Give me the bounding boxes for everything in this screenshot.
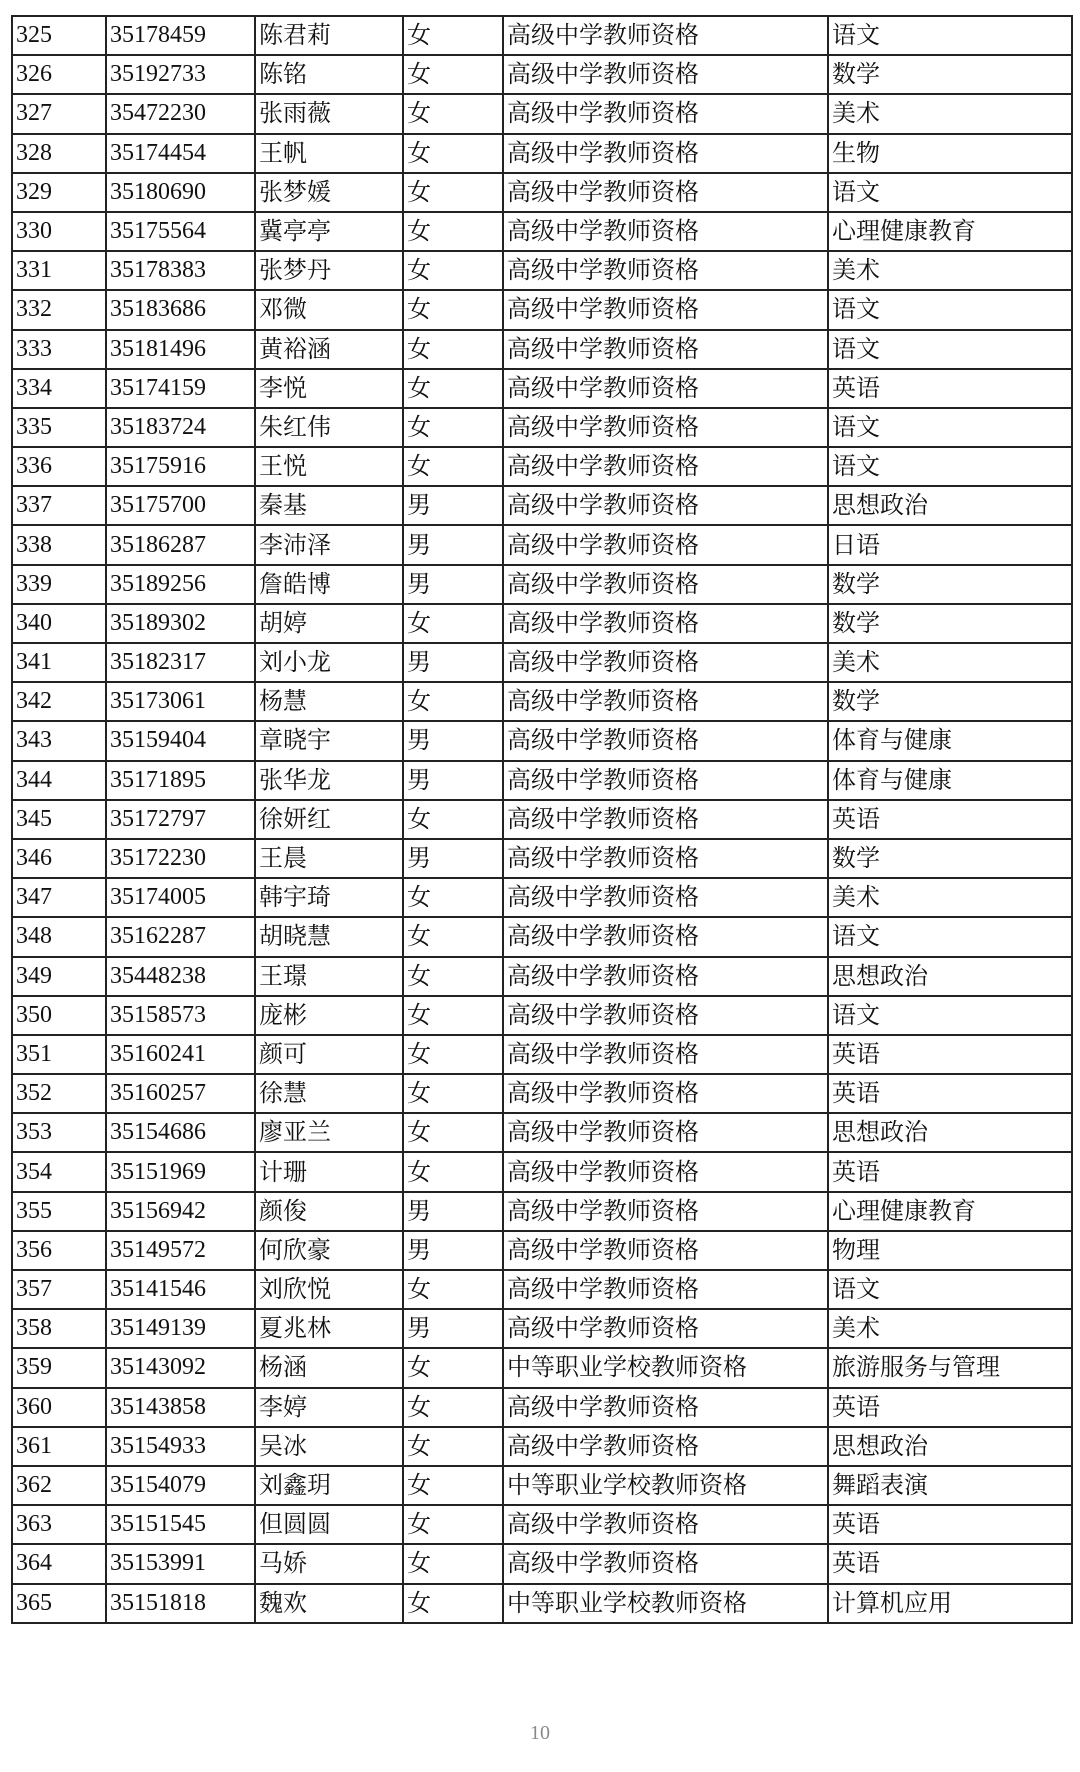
table-row bbox=[12, 721, 1072, 760]
exam-id-cell: 35162287 bbox=[106, 917, 255, 956]
subject-cell: 计算机应用 bbox=[828, 1584, 1072, 1623]
subject-cell: 语文 bbox=[828, 917, 1072, 956]
exam-id-cell: 35151818 bbox=[106, 1584, 255, 1623]
subject-cell: 英语 bbox=[828, 1544, 1072, 1583]
gender-cell: 男 bbox=[403, 565, 503, 604]
subject-cell: 旅游服务与管理 bbox=[828, 1348, 1072, 1387]
subject-cell: 思想政治 bbox=[828, 1113, 1072, 1152]
exam-id-cell: 35158573 bbox=[106, 996, 255, 1035]
name-cell: 夏兆林 bbox=[255, 1309, 403, 1348]
name-cell: 杨涵 bbox=[255, 1348, 403, 1387]
subject-cell: 英语 bbox=[828, 1074, 1072, 1113]
certificate-type-cell: 高级中学教师资格 bbox=[503, 721, 828, 760]
certificate-type-cell: 高级中学教师资格 bbox=[503, 643, 828, 682]
table-row bbox=[12, 917, 1072, 956]
subject-cell: 英语 bbox=[828, 1035, 1072, 1074]
subject-cell: 美术 bbox=[828, 1309, 1072, 1348]
certificate-type-cell: 高级中学教师资格 bbox=[503, 1505, 828, 1544]
gender-cell: 女 bbox=[403, 604, 503, 643]
name-cell: 刘欣悦 bbox=[255, 1270, 403, 1309]
exam-id-cell: 35151545 bbox=[106, 1505, 255, 1544]
table-row bbox=[12, 134, 1072, 173]
exam-id-cell: 35178459 bbox=[106, 16, 255, 55]
table-row bbox=[12, 408, 1072, 447]
name-cell: 计珊 bbox=[255, 1152, 403, 1191]
sequence-number-cell: 355 bbox=[12, 1192, 106, 1231]
table-row bbox=[12, 604, 1072, 643]
gender-cell: 女 bbox=[403, 682, 503, 721]
gender-cell: 男 bbox=[403, 643, 503, 682]
gender-cell: 女 bbox=[403, 173, 503, 212]
sequence-number-cell: 332 bbox=[12, 290, 106, 329]
name-cell: 胡晓慧 bbox=[255, 917, 403, 956]
gender-cell: 女 bbox=[403, 996, 503, 1035]
name-cell: 徐妍红 bbox=[255, 800, 403, 839]
exam-id-cell: 35181496 bbox=[106, 330, 255, 369]
certificate-type-cell: 高级中学教师资格 bbox=[503, 878, 828, 917]
certificate-type-cell: 高级中学教师资格 bbox=[503, 1152, 828, 1191]
sequence-number-cell: 350 bbox=[12, 996, 106, 1035]
table-row bbox=[12, 839, 1072, 878]
exam-id-cell: 35173061 bbox=[106, 682, 255, 721]
sequence-number-cell: 362 bbox=[12, 1466, 106, 1505]
name-cell: 陈君莉 bbox=[255, 16, 403, 55]
table-row bbox=[12, 1270, 1072, 1309]
name-cell: 张华龙 bbox=[255, 761, 403, 800]
exam-id-cell: 35160241 bbox=[106, 1035, 255, 1074]
name-cell: 但圆圆 bbox=[255, 1505, 403, 1544]
gender-cell: 女 bbox=[403, 1466, 503, 1505]
exam-id-cell: 35141546 bbox=[106, 1270, 255, 1309]
certificate-type-cell: 高级中学教师资格 bbox=[503, 800, 828, 839]
subject-cell: 思想政治 bbox=[828, 957, 1072, 996]
name-cell: 徐慧 bbox=[255, 1074, 403, 1113]
table-row bbox=[12, 55, 1072, 94]
name-cell: 王璟 bbox=[255, 957, 403, 996]
certificate-type-cell: 高级中学教师资格 bbox=[503, 251, 828, 290]
gender-cell: 女 bbox=[403, 251, 503, 290]
certificate-type-cell: 高级中学教师资格 bbox=[503, 957, 828, 996]
sequence-number-cell: 337 bbox=[12, 486, 106, 525]
sequence-number-cell: 364 bbox=[12, 1544, 106, 1583]
sequence-number-cell: 347 bbox=[12, 878, 106, 917]
exam-id-cell: 35183686 bbox=[106, 290, 255, 329]
table-row bbox=[12, 682, 1072, 721]
sequence-number-cell: 343 bbox=[12, 721, 106, 760]
table-row bbox=[12, 996, 1072, 1035]
exam-id-cell: 35154079 bbox=[106, 1466, 255, 1505]
name-cell: 颜可 bbox=[255, 1035, 403, 1074]
sequence-number-cell: 351 bbox=[12, 1035, 106, 1074]
sequence-number-cell: 329 bbox=[12, 173, 106, 212]
sequence-number-cell: 352 bbox=[12, 1074, 106, 1113]
gender-cell: 女 bbox=[403, 369, 503, 408]
certificate-type-cell: 高级中学教师资格 bbox=[503, 604, 828, 643]
certificate-type-cell: 高级中学教师资格 bbox=[503, 55, 828, 94]
subject-cell: 数学 bbox=[828, 682, 1072, 721]
gender-cell: 女 bbox=[403, 212, 503, 251]
exam-id-cell: 35175916 bbox=[106, 447, 255, 486]
sequence-number-cell: 331 bbox=[12, 251, 106, 290]
name-cell: 何欣豪 bbox=[255, 1231, 403, 1270]
exam-id-cell: 35174454 bbox=[106, 134, 255, 173]
gender-cell: 女 bbox=[403, 1035, 503, 1074]
subject-cell: 思想政治 bbox=[828, 1427, 1072, 1466]
gender-cell: 男 bbox=[403, 839, 503, 878]
certificate-type-cell: 高级中学教师资格 bbox=[503, 1192, 828, 1231]
name-cell: 张梦媛 bbox=[255, 173, 403, 212]
sequence-number-cell: 340 bbox=[12, 604, 106, 643]
gender-cell: 女 bbox=[403, 1388, 503, 1427]
table-row bbox=[12, 800, 1072, 839]
name-cell: 黄裕涵 bbox=[255, 330, 403, 369]
name-cell: 李沛泽 bbox=[255, 525, 403, 564]
exam-id-cell: 35189256 bbox=[106, 565, 255, 604]
gender-cell: 女 bbox=[403, 1074, 503, 1113]
table-row bbox=[12, 1466, 1072, 1505]
name-cell: 李婷 bbox=[255, 1388, 403, 1427]
exam-id-cell: 35151969 bbox=[106, 1152, 255, 1191]
subject-cell: 语文 bbox=[828, 16, 1072, 55]
sequence-number-cell: 338 bbox=[12, 525, 106, 564]
gender-cell: 女 bbox=[403, 1584, 503, 1623]
table-row bbox=[12, 1388, 1072, 1427]
table-row bbox=[12, 447, 1072, 486]
sequence-number-cell: 341 bbox=[12, 643, 106, 682]
subject-cell: 生物 bbox=[828, 134, 1072, 173]
subject-cell: 数学 bbox=[828, 55, 1072, 94]
gender-cell: 女 bbox=[403, 94, 503, 133]
certificate-type-cell: 高级中学教师资格 bbox=[503, 212, 828, 251]
certificate-type-cell: 高级中学教师资格 bbox=[503, 682, 828, 721]
table-row bbox=[12, 643, 1072, 682]
sequence-number-cell: 363 bbox=[12, 1505, 106, 1544]
name-cell: 王晨 bbox=[255, 839, 403, 878]
certificate-type-cell: 高级中学教师资格 bbox=[503, 1074, 828, 1113]
certificate-type-cell: 高级中学教师资格 bbox=[503, 16, 828, 55]
exam-id-cell: 35180690 bbox=[106, 173, 255, 212]
exam-id-cell: 35172230 bbox=[106, 839, 255, 878]
certificate-type-cell: 高级中学教师资格 bbox=[503, 290, 828, 329]
certificate-type-cell: 高级中学教师资格 bbox=[503, 839, 828, 878]
exam-id-cell: 35472230 bbox=[106, 94, 255, 133]
certificate-type-cell: 高级中学教师资格 bbox=[503, 565, 828, 604]
sequence-number-cell: 336 bbox=[12, 447, 106, 486]
gender-cell: 女 bbox=[403, 1544, 503, 1583]
name-cell: 詹皓博 bbox=[255, 565, 403, 604]
sequence-number-cell: 357 bbox=[12, 1270, 106, 1309]
exam-id-cell: 35192733 bbox=[106, 55, 255, 94]
table-row bbox=[12, 1074, 1072, 1113]
sequence-number-cell: 349 bbox=[12, 957, 106, 996]
table-row bbox=[12, 330, 1072, 369]
certificate-type-cell: 中等职业学校教师资格 bbox=[503, 1466, 828, 1505]
sequence-number-cell: 360 bbox=[12, 1388, 106, 1427]
name-cell: 刘小龙 bbox=[255, 643, 403, 682]
subject-cell: 美术 bbox=[828, 878, 1072, 917]
table-row bbox=[12, 1584, 1072, 1623]
exam-id-cell: 35149572 bbox=[106, 1231, 255, 1270]
certificate-type-cell: 高级中学教师资格 bbox=[503, 447, 828, 486]
exam-id-cell: 35183724 bbox=[106, 408, 255, 447]
certificate-type-cell: 高级中学教师资格 bbox=[503, 94, 828, 133]
table-row bbox=[12, 878, 1072, 917]
subject-cell: 日语 bbox=[828, 525, 1072, 564]
subject-cell: 英语 bbox=[828, 1505, 1072, 1544]
sequence-number-cell: 356 bbox=[12, 1231, 106, 1270]
sequence-number-cell: 354 bbox=[12, 1152, 106, 1191]
sequence-number-cell: 359 bbox=[12, 1348, 106, 1387]
subject-cell: 语文 bbox=[828, 447, 1072, 486]
table-row bbox=[12, 1192, 1072, 1231]
exam-id-cell: 35154686 bbox=[106, 1113, 255, 1152]
sequence-number-cell: 344 bbox=[12, 761, 106, 800]
exam-id-cell: 35174159 bbox=[106, 369, 255, 408]
certificate-type-cell: 高级中学教师资格 bbox=[503, 1544, 828, 1583]
subject-cell: 美术 bbox=[828, 251, 1072, 290]
certificate-type-cell: 高级中学教师资格 bbox=[503, 1035, 828, 1074]
exam-id-cell: 35171895 bbox=[106, 761, 255, 800]
subject-cell: 数学 bbox=[828, 839, 1072, 878]
table-row bbox=[12, 173, 1072, 212]
gender-cell: 女 bbox=[403, 290, 503, 329]
name-cell: 马娇 bbox=[255, 1544, 403, 1583]
sequence-number-cell: 346 bbox=[12, 839, 106, 878]
subject-cell: 语文 bbox=[828, 173, 1072, 212]
certificate-type-cell: 高级中学教师资格 bbox=[503, 1231, 828, 1270]
certificate-type-cell: 高级中学教师资格 bbox=[503, 1113, 828, 1152]
subject-cell: 语文 bbox=[828, 1270, 1072, 1309]
table-row bbox=[12, 1505, 1072, 1544]
table-row bbox=[12, 486, 1072, 525]
subject-cell: 语文 bbox=[828, 290, 1072, 329]
subject-cell: 美术 bbox=[828, 94, 1072, 133]
sequence-number-cell: 345 bbox=[12, 800, 106, 839]
gender-cell: 女 bbox=[403, 55, 503, 94]
table-row bbox=[12, 1231, 1072, 1270]
sequence-number-cell: 325 bbox=[12, 16, 106, 55]
subject-cell: 体育与健康 bbox=[828, 721, 1072, 760]
gender-cell: 女 bbox=[403, 16, 503, 55]
name-cell: 韩宇琦 bbox=[255, 878, 403, 917]
exam-id-cell: 35448238 bbox=[106, 957, 255, 996]
table-row bbox=[12, 957, 1072, 996]
name-cell: 王帆 bbox=[255, 134, 403, 173]
gender-cell: 男 bbox=[403, 721, 503, 760]
certificate-type-cell: 高级中学教师资格 bbox=[503, 996, 828, 1035]
gender-cell: 女 bbox=[403, 800, 503, 839]
exam-id-cell: 35174005 bbox=[106, 878, 255, 917]
sequence-number-cell: 334 bbox=[12, 369, 106, 408]
gender-cell: 女 bbox=[403, 447, 503, 486]
exam-id-cell: 35186287 bbox=[106, 525, 255, 564]
subject-cell: 物理 bbox=[828, 1231, 1072, 1270]
sequence-number-cell: 353 bbox=[12, 1113, 106, 1152]
table-row bbox=[12, 1348, 1072, 1387]
gender-cell: 男 bbox=[403, 1192, 503, 1231]
table-row bbox=[12, 212, 1072, 251]
sequence-number-cell: 335 bbox=[12, 408, 106, 447]
name-cell: 廖亚兰 bbox=[255, 1113, 403, 1152]
certificate-type-cell: 高级中学教师资格 bbox=[503, 917, 828, 956]
subject-cell: 英语 bbox=[828, 369, 1072, 408]
subject-cell: 语文 bbox=[828, 996, 1072, 1035]
certificate-type-cell: 高级中学教师资格 bbox=[503, 1427, 828, 1466]
table-row bbox=[12, 525, 1072, 564]
gender-cell: 女 bbox=[403, 1152, 503, 1191]
table-row bbox=[12, 369, 1072, 408]
table-row bbox=[12, 1035, 1072, 1074]
name-cell: 杨慧 bbox=[255, 682, 403, 721]
subject-cell: 数学 bbox=[828, 604, 1072, 643]
subject-cell: 英语 bbox=[828, 800, 1072, 839]
certificate-type-cell: 高级中学教师资格 bbox=[503, 1388, 828, 1427]
sequence-number-cell: 339 bbox=[12, 565, 106, 604]
gender-cell: 女 bbox=[403, 1113, 503, 1152]
sequence-number-cell: 326 bbox=[12, 55, 106, 94]
name-cell: 刘鑫玥 bbox=[255, 1466, 403, 1505]
table-row bbox=[12, 1544, 1072, 1583]
gender-cell: 女 bbox=[403, 408, 503, 447]
certificate-type-cell: 中等职业学校教师资格 bbox=[503, 1348, 828, 1387]
sequence-number-cell: 358 bbox=[12, 1309, 106, 1348]
table-row bbox=[12, 1427, 1072, 1466]
subject-cell: 体育与健康 bbox=[828, 761, 1072, 800]
name-cell: 章晓宇 bbox=[255, 721, 403, 760]
exam-id-cell: 35159404 bbox=[106, 721, 255, 760]
subject-cell: 思想政治 bbox=[828, 486, 1072, 525]
name-cell: 陈铭 bbox=[255, 55, 403, 94]
exam-id-cell: 35172797 bbox=[106, 800, 255, 839]
roster-table bbox=[11, 15, 1073, 1624]
exam-id-cell: 35143858 bbox=[106, 1388, 255, 1427]
gender-cell: 男 bbox=[403, 525, 503, 564]
exam-id-cell: 35160257 bbox=[106, 1074, 255, 1113]
subject-cell: 数学 bbox=[828, 565, 1072, 604]
certificate-type-cell: 高级中学教师资格 bbox=[503, 134, 828, 173]
gender-cell: 女 bbox=[403, 917, 503, 956]
exam-id-cell: 35182317 bbox=[106, 643, 255, 682]
name-cell: 胡婷 bbox=[255, 604, 403, 643]
exam-id-cell: 35149139 bbox=[106, 1309, 255, 1348]
certificate-type-cell: 高级中学教师资格 bbox=[503, 330, 828, 369]
page-number: 10 bbox=[530, 1722, 550, 1744]
subject-cell: 英语 bbox=[828, 1388, 1072, 1427]
gender-cell: 女 bbox=[403, 330, 503, 369]
subject-cell: 心理健康教育 bbox=[828, 212, 1072, 251]
name-cell: 秦基 bbox=[255, 486, 403, 525]
sequence-number-cell: 327 bbox=[12, 94, 106, 133]
table-row bbox=[12, 1152, 1072, 1191]
certificate-type-cell: 中等职业学校教师资格 bbox=[503, 1584, 828, 1623]
name-cell: 李悦 bbox=[255, 369, 403, 408]
exam-id-cell: 35178383 bbox=[106, 251, 255, 290]
subject-cell: 舞蹈表演 bbox=[828, 1466, 1072, 1505]
sequence-number-cell: 333 bbox=[12, 330, 106, 369]
exam-id-cell: 35153991 bbox=[106, 1544, 255, 1583]
table-row bbox=[12, 565, 1072, 604]
table-row bbox=[12, 94, 1072, 133]
gender-cell: 女 bbox=[403, 1427, 503, 1466]
table-row bbox=[12, 1113, 1072, 1152]
name-cell: 朱红伟 bbox=[255, 408, 403, 447]
gender-cell: 男 bbox=[403, 761, 503, 800]
subject-cell: 语文 bbox=[828, 330, 1072, 369]
sequence-number-cell: 330 bbox=[12, 212, 106, 251]
name-cell: 吴冰 bbox=[255, 1427, 403, 1466]
certificate-type-cell: 高级中学教师资格 bbox=[503, 173, 828, 212]
exam-id-cell: 35143092 bbox=[106, 1348, 255, 1387]
gender-cell: 女 bbox=[403, 1505, 503, 1544]
gender-cell: 男 bbox=[403, 486, 503, 525]
sequence-number-cell: 342 bbox=[12, 682, 106, 721]
table-row bbox=[12, 251, 1072, 290]
name-cell: 颜俊 bbox=[255, 1192, 403, 1231]
exam-id-cell: 35154933 bbox=[106, 1427, 255, 1466]
table-row bbox=[12, 1309, 1072, 1348]
gender-cell: 女 bbox=[403, 878, 503, 917]
name-cell: 冀亭亭 bbox=[255, 212, 403, 251]
name-cell: 张雨薇 bbox=[255, 94, 403, 133]
sequence-number-cell: 361 bbox=[12, 1427, 106, 1466]
table-row bbox=[12, 290, 1072, 329]
exam-id-cell: 35156942 bbox=[106, 1192, 255, 1231]
subject-cell: 心理健康教育 bbox=[828, 1192, 1072, 1231]
table-row bbox=[12, 16, 1072, 55]
name-cell: 张梦丹 bbox=[255, 251, 403, 290]
exam-id-cell: 35175700 bbox=[106, 486, 255, 525]
name-cell: 魏欢 bbox=[255, 1584, 403, 1623]
certificate-type-cell: 高级中学教师资格 bbox=[503, 408, 828, 447]
gender-cell: 男 bbox=[403, 1231, 503, 1270]
certificate-type-cell: 高级中学教师资格 bbox=[503, 761, 828, 800]
sequence-number-cell: 365 bbox=[12, 1584, 106, 1623]
certificate-type-cell: 高级中学教师资格 bbox=[503, 369, 828, 408]
gender-cell: 女 bbox=[403, 134, 503, 173]
gender-cell: 男 bbox=[403, 1309, 503, 1348]
table-row bbox=[12, 761, 1072, 800]
sequence-number-cell: 328 bbox=[12, 134, 106, 173]
exam-id-cell: 35189302 bbox=[106, 604, 255, 643]
certificate-type-cell: 高级中学教师资格 bbox=[503, 486, 828, 525]
roster-table-body bbox=[12, 16, 1072, 1623]
name-cell: 邓微 bbox=[255, 290, 403, 329]
certificate-type-cell: 高级中学教师资格 bbox=[503, 1309, 828, 1348]
exam-id-cell: 35175564 bbox=[106, 212, 255, 251]
gender-cell: 女 bbox=[403, 1348, 503, 1387]
subject-cell: 语文 bbox=[828, 408, 1072, 447]
subject-cell: 英语 bbox=[828, 1152, 1072, 1191]
subject-cell: 美术 bbox=[828, 643, 1072, 682]
name-cell: 王悦 bbox=[255, 447, 403, 486]
certificate-type-cell: 高级中学教师资格 bbox=[503, 525, 828, 564]
sequence-number-cell: 348 bbox=[12, 917, 106, 956]
name-cell: 庞彬 bbox=[255, 996, 403, 1035]
gender-cell: 女 bbox=[403, 957, 503, 996]
certificate-type-cell: 高级中学教师资格 bbox=[503, 1270, 828, 1309]
gender-cell: 女 bbox=[403, 1270, 503, 1309]
